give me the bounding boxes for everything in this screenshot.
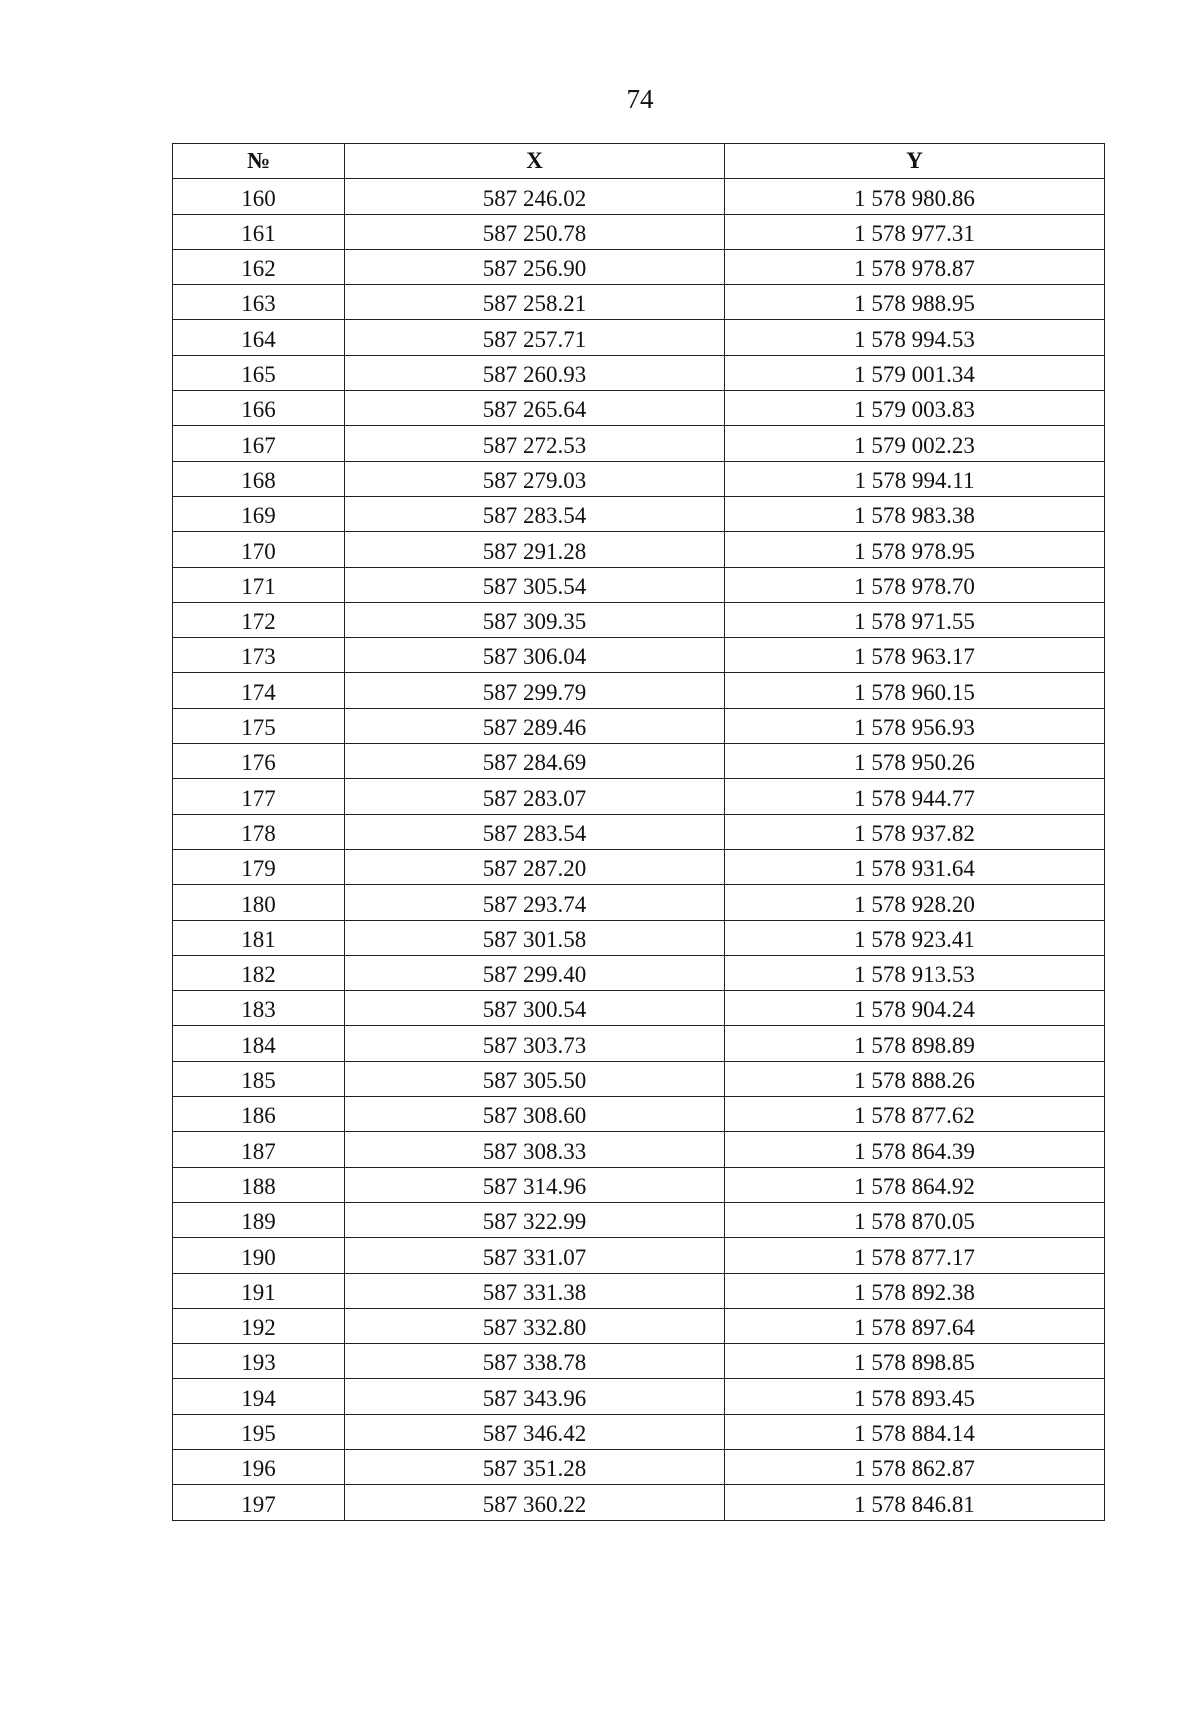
table-row <box>173 814 1105 849</box>
cell-y: 1 578 937.82 <box>725 814 1105 849</box>
cell-y: 1 579 003.83 <box>725 391 1105 426</box>
table-header-row <box>173 144 1105 179</box>
table-row <box>173 567 1105 602</box>
cell-x: 587 299.40 <box>345 955 725 990</box>
cell-number: 179 <box>173 849 345 884</box>
table-row <box>173 885 1105 920</box>
cell-number: 197 <box>173 1485 345 1520</box>
table-row <box>173 1273 1105 1308</box>
table-row <box>173 1449 1105 1484</box>
cell-x: 587 283.54 <box>345 814 725 849</box>
cell-number: 161 <box>173 214 345 249</box>
cell-x: 587 257.71 <box>345 320 725 355</box>
table-row <box>173 1308 1105 1343</box>
table-row <box>173 1414 1105 1449</box>
cell-x: 587 360.22 <box>345 1485 725 1520</box>
cell-x: 587 322.99 <box>345 1202 725 1237</box>
cell-number: 189 <box>173 1202 345 1237</box>
cell-number: 162 <box>173 249 345 284</box>
cell-y: 1 578 893.45 <box>725 1379 1105 1414</box>
table-row <box>173 461 1105 496</box>
table-row <box>173 1026 1105 1061</box>
cell-number: 163 <box>173 285 345 320</box>
table-row <box>173 249 1105 284</box>
header-number: № <box>173 144 345 179</box>
cell-y: 1 578 897.64 <box>725 1308 1105 1343</box>
cell-x: 587 284.69 <box>345 744 725 779</box>
cell-x: 587 246.02 <box>345 179 725 214</box>
cell-x: 587 293.74 <box>345 885 725 920</box>
table-row <box>173 744 1105 779</box>
table-row <box>173 355 1105 390</box>
table-row <box>173 1202 1105 1237</box>
cell-number: 173 <box>173 638 345 673</box>
cell-y: 1 578 877.62 <box>725 1097 1105 1132</box>
cell-y: 1 579 002.23 <box>725 426 1105 461</box>
cell-x: 587 305.54 <box>345 567 725 602</box>
table-row <box>173 1379 1105 1414</box>
table-row <box>173 179 1105 214</box>
cell-number: 190 <box>173 1238 345 1273</box>
cell-number: 182 <box>173 955 345 990</box>
table-row <box>173 426 1105 461</box>
cell-number: 188 <box>173 1167 345 1202</box>
cell-x: 587 283.07 <box>345 779 725 814</box>
table-row <box>173 391 1105 426</box>
cell-number: 165 <box>173 355 345 390</box>
header-y: Y <box>725 144 1105 179</box>
cell-y: 1 578 904.24 <box>725 991 1105 1026</box>
cell-x: 587 287.20 <box>345 849 725 884</box>
table-row <box>173 991 1105 1026</box>
cell-number: 187 <box>173 1132 345 1167</box>
cell-number: 177 <box>173 779 345 814</box>
cell-x: 587 258.21 <box>345 285 725 320</box>
cell-y: 1 578 862.87 <box>725 1449 1105 1484</box>
cell-y: 1 578 884.14 <box>725 1414 1105 1449</box>
cell-y: 1 578 888.26 <box>725 1061 1105 1096</box>
cell-number: 192 <box>173 1308 345 1343</box>
cell-y: 1 578 963.17 <box>725 638 1105 673</box>
cell-x: 587 265.64 <box>345 391 725 426</box>
cell-y: 1 578 898.89 <box>725 1026 1105 1061</box>
cell-x: 587 299.79 <box>345 673 725 708</box>
table-row <box>173 602 1105 637</box>
cell-number: 186 <box>173 1097 345 1132</box>
cell-y: 1 579 001.34 <box>725 355 1105 390</box>
table-row <box>173 708 1105 743</box>
cell-number: 191 <box>173 1273 345 1308</box>
cell-y: 1 578 931.64 <box>725 849 1105 884</box>
cell-y: 1 578 864.39 <box>725 1132 1105 1167</box>
cell-y: 1 578 864.92 <box>725 1167 1105 1202</box>
cell-x: 587 303.73 <box>345 1026 725 1061</box>
cell-x: 587 250.78 <box>345 214 725 249</box>
cell-y: 1 578 960.15 <box>725 673 1105 708</box>
table-row <box>173 673 1105 708</box>
cell-x: 587 309.35 <box>345 602 725 637</box>
cell-x: 587 346.42 <box>345 1414 725 1449</box>
cell-y: 1 578 846.81 <box>725 1485 1105 1520</box>
cell-number: 169 <box>173 496 345 531</box>
table-row <box>173 1097 1105 1132</box>
cell-number: 170 <box>173 532 345 567</box>
cell-number: 167 <box>173 426 345 461</box>
cell-y: 1 578 978.70 <box>725 567 1105 602</box>
table-row <box>173 955 1105 990</box>
cell-number: 175 <box>173 708 345 743</box>
cell-number: 164 <box>173 320 345 355</box>
cell-number: 181 <box>173 920 345 955</box>
cell-x: 587 260.93 <box>345 355 725 390</box>
cell-x: 587 305.50 <box>345 1061 725 1096</box>
table-row <box>173 214 1105 249</box>
table-row <box>173 920 1105 955</box>
cell-y: 1 578 988.95 <box>725 285 1105 320</box>
cell-x: 587 343.96 <box>345 1379 725 1414</box>
cell-y: 1 578 994.11 <box>725 461 1105 496</box>
cell-y: 1 578 950.26 <box>725 744 1105 779</box>
cell-number: 195 <box>173 1414 345 1449</box>
table-row <box>173 1344 1105 1379</box>
cell-x: 587 306.04 <box>345 638 725 673</box>
cell-x: 587 300.54 <box>345 991 725 1026</box>
table-row <box>173 320 1105 355</box>
cell-y: 1 578 923.41 <box>725 920 1105 955</box>
table-row <box>173 285 1105 320</box>
cell-number: 171 <box>173 567 345 602</box>
cell-number: 176 <box>173 744 345 779</box>
cell-x: 587 291.28 <box>345 532 725 567</box>
table-row <box>173 1238 1105 1273</box>
table-row <box>173 532 1105 567</box>
cell-number: 196 <box>173 1449 345 1484</box>
cell-number: 180 <box>173 885 345 920</box>
cell-x: 587 301.58 <box>345 920 725 955</box>
cell-y: 1 578 980.86 <box>725 179 1105 214</box>
table-body <box>173 179 1105 1520</box>
table-row <box>173 1167 1105 1202</box>
cell-y: 1 578 892.38 <box>725 1273 1105 1308</box>
cell-number: 174 <box>173 673 345 708</box>
table-row <box>173 849 1105 884</box>
cell-x: 587 283.54 <box>345 496 725 531</box>
cell-y: 1 578 870.05 <box>725 1202 1105 1237</box>
cell-number: 160 <box>173 179 345 214</box>
cell-number: 178 <box>173 814 345 849</box>
cell-y: 1 578 928.20 <box>725 885 1105 920</box>
cell-y: 1 578 944.77 <box>725 779 1105 814</box>
table-row <box>173 638 1105 673</box>
table-row <box>173 496 1105 531</box>
coordinates-table <box>172 143 1105 1521</box>
cell-y: 1 578 978.95 <box>725 532 1105 567</box>
cell-y: 1 578 971.55 <box>725 602 1105 637</box>
cell-number: 183 <box>173 991 345 1026</box>
cell-x: 587 308.33 <box>345 1132 725 1167</box>
cell-x: 587 289.46 <box>345 708 725 743</box>
cell-x: 587 256.90 <box>345 249 725 284</box>
cell-x: 587 331.38 <box>345 1273 725 1308</box>
cell-y: 1 578 983.38 <box>725 496 1105 531</box>
cell-y: 1 578 956.93 <box>725 708 1105 743</box>
cell-number: 168 <box>173 461 345 496</box>
table-row <box>173 1061 1105 1096</box>
table-row <box>173 1132 1105 1167</box>
cell-number: 166 <box>173 391 345 426</box>
cell-x: 587 314.96 <box>345 1167 725 1202</box>
page-number: 74 <box>626 84 654 114</box>
cell-number: 184 <box>173 1026 345 1061</box>
cell-y: 1 578 978.87 <box>725 249 1105 284</box>
cell-y: 1 578 898.85 <box>725 1344 1105 1379</box>
cell-number: 172 <box>173 602 345 637</box>
header-x: X <box>345 144 725 179</box>
cell-number: 193 <box>173 1344 345 1379</box>
cell-y: 1 578 877.17 <box>725 1238 1105 1273</box>
cell-y: 1 578 913.53 <box>725 955 1105 990</box>
cell-x: 587 351.28 <box>345 1449 725 1484</box>
cell-number: 185 <box>173 1061 345 1096</box>
cell-y: 1 578 994.53 <box>725 320 1105 355</box>
cell-number: 194 <box>173 1379 345 1414</box>
cell-x: 587 338.78 <box>345 1344 725 1379</box>
table-row <box>173 779 1105 814</box>
cell-x: 587 308.60 <box>345 1097 725 1132</box>
cell-y: 1 578 977.31 <box>725 214 1105 249</box>
cell-x: 587 272.53 <box>345 426 725 461</box>
cell-x: 587 331.07 <box>345 1238 725 1273</box>
table-row <box>173 1485 1105 1520</box>
cell-x: 587 279.03 <box>345 461 725 496</box>
cell-x: 587 332.80 <box>345 1308 725 1343</box>
